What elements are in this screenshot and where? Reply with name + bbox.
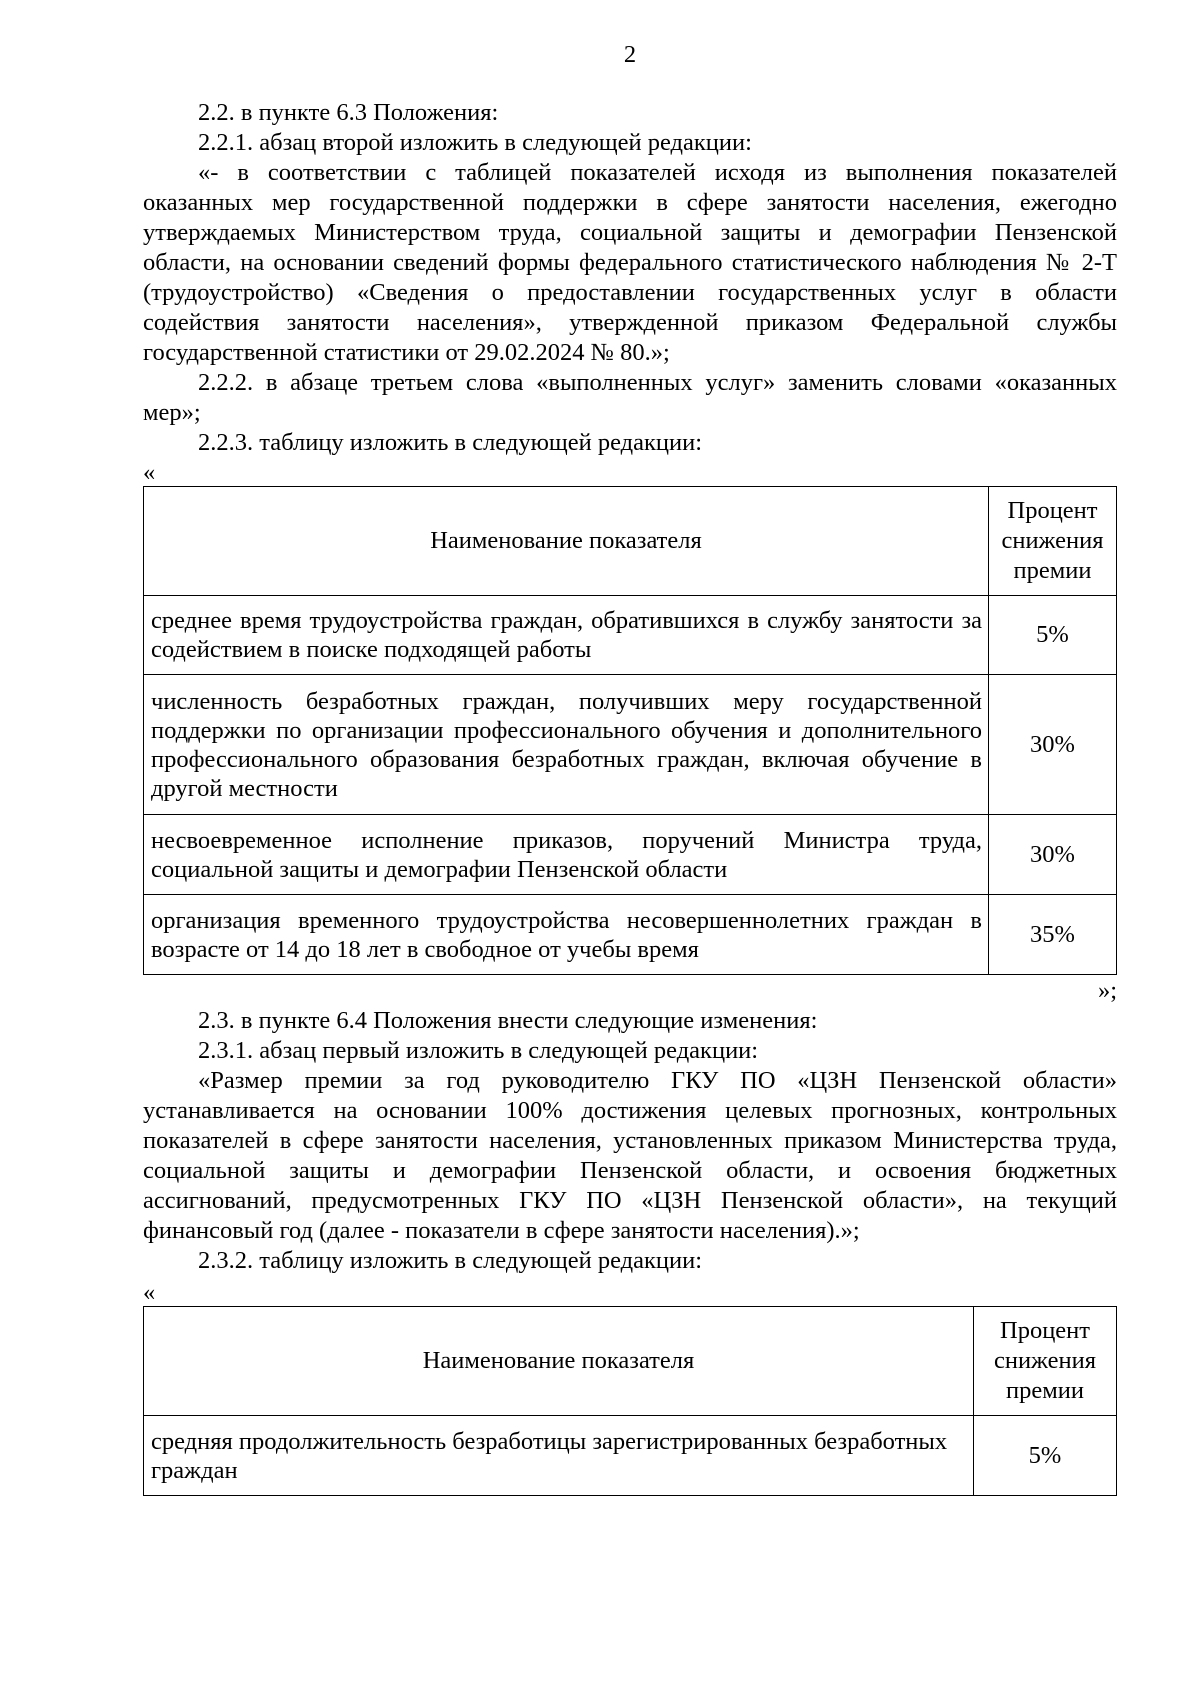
indicator-name-cell: численность безработных граждан, получивших меру государственной поддержки по организации профессионального обучения и дополнительного профессионального образования безработных граждан, включая обучение в другой местности [144, 675, 989, 815]
indicator-name-cell: среднее время трудоустройства граждан, обратившихся в службу занятости за содействием в поиске подходящей работы [144, 596, 989, 675]
indicator-name-cell: организация временного трудоустройства несовершеннолетних граждан в возрасте от 14 до 18 лет в свободное от учебы время [144, 895, 989, 975]
percent-cell: 30% [989, 675, 1117, 815]
header-indicator-name: Наименование показателя [144, 487, 989, 596]
table-row [144, 675, 1117, 815]
item-2-3-1-text: «Размер премии за год руководителю ГКУ ПО «ЦЗН Пензенской области» устанавливается на основании 100% достижения целевых прогнозных, контрольных показателей в сфере занятости населения, установленных приказом Министерства труда, социальной защиты и демографии Пензенской области, и освоения бюджетных ассигнований, предусмотренных ГКУ ПО «ЦЗН Пензенской области», на текущий финансовый год (далее - показатели в сфере занятости населения).»; [143, 1067, 1117, 1244]
indicator-name-cell: средняя продолжительность безработицы зарегистрированных безработных граждан [144, 1416, 974, 1496]
document-page [143, 40, 1117, 1496]
section-2-2-heading: 2.2. в пункте 6.3 Положения: [198, 99, 499, 126]
item-2-3-2: 2.3.2. таблицу изложить в следующей редакции: [198, 1247, 703, 1274]
table-header-row [144, 1307, 1117, 1416]
indicator-name-cell: несвоевременное исполнение приказов, поручений Министра труда, социальной защиты и демографии Пензенской области [144, 815, 989, 895]
quote-open-2: « [143, 1279, 156, 1306]
table-header-row [144, 487, 1117, 596]
table-row [144, 1416, 1117, 1496]
header-percent-reduction: Процент снижения премии [989, 487, 1117, 596]
header-indicator-name: Наименование показателя [144, 1307, 974, 1416]
table-row [144, 815, 1117, 895]
indicator-table-2 [143, 1306, 1117, 1496]
item-2-2-1: 2.2.1. абзац второй изложить в следующей редакции: [198, 129, 752, 156]
item-2-3-1: 2.3.1. абзац первый изложить в следующей редакции: [198, 1037, 759, 1064]
quote-open-1: « [143, 459, 156, 486]
section-2-3-heading: 2.3. в пункте 6.4 Положения внести следующие изменения: [198, 1007, 818, 1034]
percent-cell: 30% [989, 815, 1117, 895]
item-2-2-1-text: «- в соответствии с таблицей показателей исходя из выполнения показателей оказанных мер государственной поддержки в сфере занятости населения, ежегодно утверждаемых Министерством труда, социальной защиты и демографии Пензенской области, на основании сведений формы федерального статистического наблюдения № 2-Т (трудоустройство) «Сведения о предоставлении государственных услуг в области содействия занятости населения», утвержденной приказом Федеральной службы государственной статистики от 29.02.2024 № 80.»; [143, 159, 1117, 366]
header-percent-reduction: Процент снижения премии [974, 1307, 1117, 1416]
percent-cell: 5% [989, 596, 1117, 675]
item-2-2-2: 2.2.2. в абзаце третьем слова «выполненных услуг» заменить словами «оказанных мер»; [143, 369, 1117, 426]
item-2-2-3: 2.2.3. таблицу изложить в следующей редакции: [198, 429, 703, 456]
page-number: 2 [623, 41, 637, 68]
quote-close-1: »; [1097, 977, 1117, 1004]
table-row [144, 895, 1117, 975]
percent-cell: 5% [974, 1416, 1117, 1496]
table-row [144, 596, 1117, 675]
indicator-table-1 [143, 486, 1117, 975]
percent-cell: 35% [989, 895, 1117, 975]
